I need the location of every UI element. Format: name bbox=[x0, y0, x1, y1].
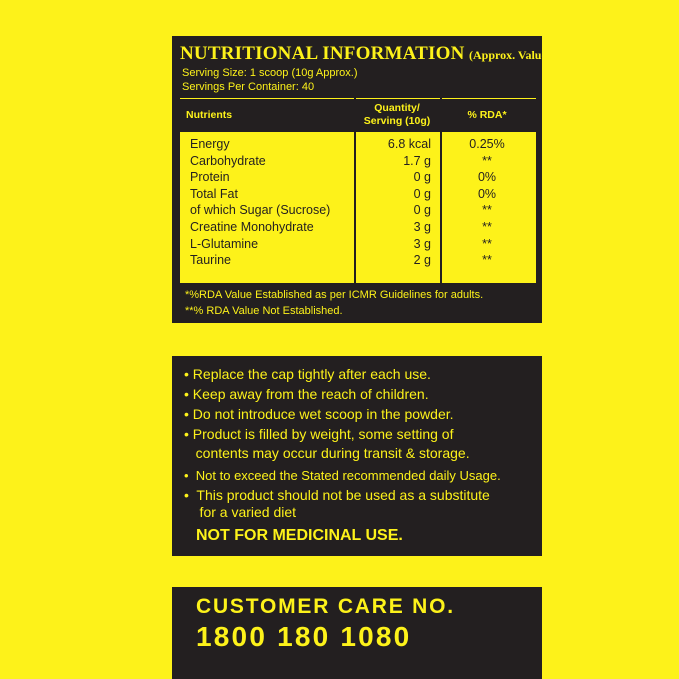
instruction-item: • Not to exceed the Stated recommended daily Usage. bbox=[184, 468, 501, 483]
instruction-item: • Product is filled by weight, some setting of bbox=[184, 426, 454, 442]
header-quantity-line2: Serving (10g) bbox=[363, 115, 431, 127]
nutrition-title-note: (Approx. Values) bbox=[468, 48, 556, 62]
nutrition-panel bbox=[172, 36, 556, 323]
nutrient-name: Creatine Monohydrate bbox=[190, 220, 314, 234]
nutrient-quantity: 0 g bbox=[413, 186, 431, 201]
table-divider-1 bbox=[354, 98, 356, 283]
nutrient-name: Energy bbox=[190, 137, 230, 151]
nutrition-title bbox=[180, 43, 555, 65]
instruction-item: for a varied diet bbox=[184, 504, 297, 520]
nutrient-rda: ** bbox=[482, 220, 492, 234]
nutrient-rda: 0% bbox=[477, 186, 497, 201]
header-nutrients: Nutrients bbox=[186, 109, 233, 121]
nutrition-title-text: NUTRITIONAL INFORMATION bbox=[180, 43, 465, 64]
nutrient-rda: ** bbox=[482, 203, 492, 218]
customer-care-number: 1800 180 1080 bbox=[196, 621, 412, 652]
nutrient-name: L-Glutamine bbox=[190, 236, 259, 251]
nutrient-quantity: 0 g bbox=[413, 170, 431, 185]
nutrient-quantity: 0 g bbox=[413, 203, 431, 218]
nutrient-rda: 0% bbox=[477, 170, 497, 185]
header-rda: % RDA* bbox=[467, 109, 507, 121]
nutrient-rda: ** bbox=[482, 236, 492, 251]
instruction-item: contents may occur during transit & storage. bbox=[184, 445, 470, 461]
nutrient-quantity: 3 g bbox=[413, 236, 431, 251]
instructions-panel bbox=[172, 356, 542, 556]
nutrient-quantity: 1.7 g bbox=[403, 153, 431, 168]
footnote-rda-not-established: **% RDA Value Not Established. bbox=[185, 305, 343, 317]
table-divider-2 bbox=[440, 98, 442, 283]
nutrient-name: Protein bbox=[190, 170, 230, 185]
instruction-item: • This product should not be used as a substitute bbox=[184, 487, 490, 503]
servings-per-container: Servings Per Container: 40 bbox=[182, 81, 315, 93]
header-quantity-line1: Quantity/ bbox=[374, 102, 420, 114]
nutrient-rda: 0.25% bbox=[469, 137, 505, 151]
nutrition-table-body bbox=[180, 133, 536, 283]
nutrient-quantity: 3 g bbox=[413, 220, 431, 234]
not-for-medicinal-use: NOT FOR MEDICINAL USE. bbox=[196, 527, 403, 544]
nutrient-name: Total Fat bbox=[190, 186, 238, 201]
nutrient-name: Carbohydrate bbox=[190, 153, 266, 168]
footnote-rda-established: *%RDA Value Established as per ICMR Guidelines for adults. bbox=[185, 289, 484, 301]
instruction-item: • Do not introduce wet scoop in the powder. bbox=[184, 406, 454, 422]
instruction-item: • Replace the cap tightly after each use. bbox=[184, 366, 431, 382]
customer-care-panel bbox=[172, 587, 542, 679]
nutrition-table bbox=[180, 98, 536, 320]
instruction-item: • Keep away from the reach of children. bbox=[184, 386, 429, 402]
nutrient-quantity: 2 g bbox=[413, 253, 431, 268]
nutrient-rda: ** bbox=[482, 153, 492, 168]
nutrient-rda: ** bbox=[482, 253, 492, 268]
customer-care-title: CUSTOMER CARE NO. bbox=[196, 595, 455, 618]
nutrient-name: Taurine bbox=[190, 253, 231, 268]
nutrient-quantity: 6.8 kcal bbox=[387, 137, 431, 151]
serving-size: Serving Size: 1 scoop (10g Approx.) bbox=[182, 67, 358, 79]
nutrient-name: of which Sugar (Sucrose) bbox=[190, 203, 331, 218]
nutrition-table-header bbox=[180, 98, 536, 133]
